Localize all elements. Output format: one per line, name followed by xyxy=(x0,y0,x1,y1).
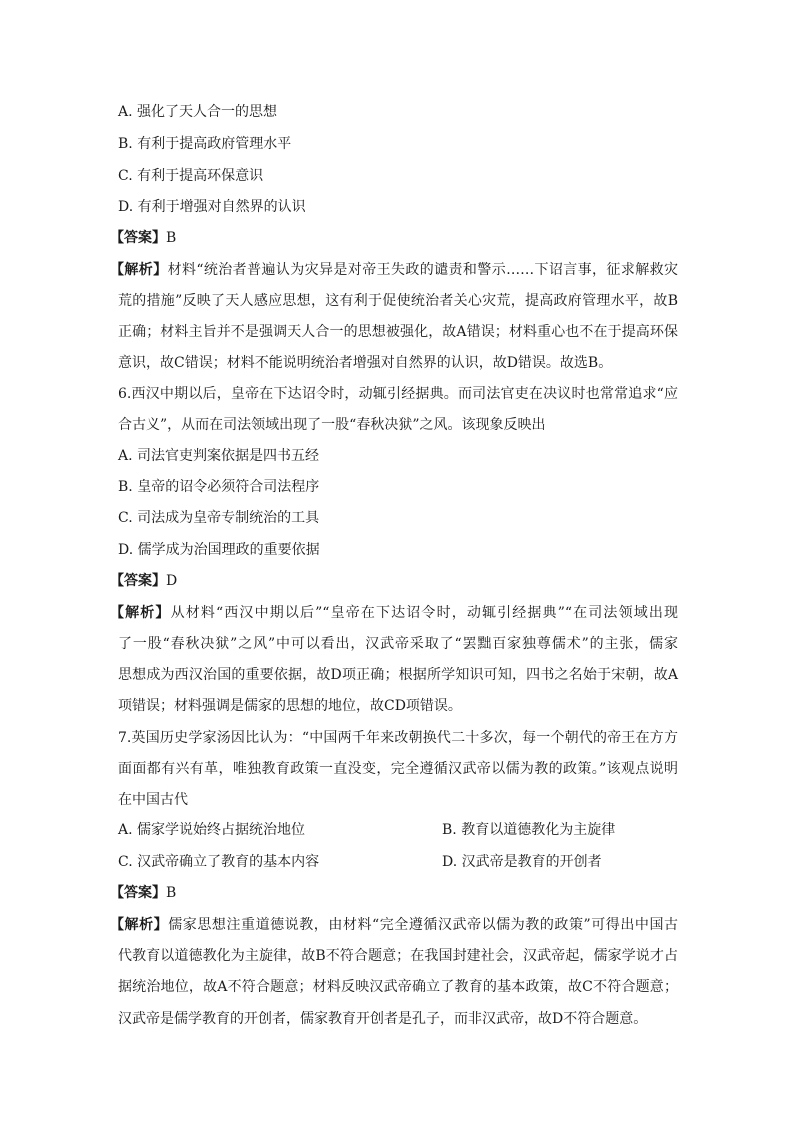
q7-stem-line-3: 在中国古代 xyxy=(118,792,188,808)
q7-analysis-line-2: 代教育以道德教化为主旋律，故B不符合题意；在我国封建社会，汉武帝起，儒家学说才占 xyxy=(118,948,678,964)
q5-analysis-line-1: 【解析】材料“统治者普遍认为灾异是对帝王失政的谴责和警示……下诏言事，征求解救灾 xyxy=(110,262,678,278)
q6-option-c: C. 司法成为皇帝专制统治的工具 xyxy=(118,510,320,526)
q7-analysis-line-1: 【解析】儒家思想注重道德说教，由材料“完全遵循汉武帝以儒为教的政策”可得出中国古 xyxy=(110,917,679,933)
q6-answer xyxy=(110,571,670,591)
q6-option-d: D. 儒学成为治国理政的重要依据 xyxy=(118,542,320,558)
q7-analysis-line-3: 据统治地位，故A不符合题意；材料反映汉武帝确立了教育的基本政策，故C不符合题意； xyxy=(118,979,678,995)
q5-analysis-line-2: 荒的措施”反映了天人感应思想，这有利于促使统治者关心灾荒，提高政府管理水平，故B xyxy=(118,293,678,309)
q7-option-b: B. 教育以道德教化为主旋律 xyxy=(442,822,616,838)
q5-analysis-line-4: 意识，故C错误；材料不能说明统治者增强对自然界的认识，故D错误。故选B。 xyxy=(118,355,613,371)
q5-option-a: A. 强化了天人合一的思想 xyxy=(118,104,278,120)
q7-analysis-line-4: 汉武帝是儒学教育的开创者，儒家教育开创者是孔子，而非汉武帝，故D不符合题意。 xyxy=(118,1011,648,1027)
q5-option-c: C. 有利于提高环保意识 xyxy=(118,168,264,184)
q7-answer-label: 【答案】 xyxy=(110,885,166,901)
q6-option-b: B. 皇帝的诏令必须符合司法程序 xyxy=(118,479,320,495)
q6-stem-line-1: 6.西汉中期以后，皇帝在下达诏令时，动辄引经据典。而司法官吏在决议时也常常追求“应 xyxy=(118,386,678,402)
q5-analysis-label: 【解析】 xyxy=(110,262,168,278)
q7-stem-line-1: 7.英国历史学家汤因比认为：“中国两千年来改朝换代二十多次，每一个朝代的帝王在方方 xyxy=(118,730,678,746)
q5-option-d: D. 有利于增强对自然界的认识 xyxy=(118,199,306,215)
q5-analysis-line-3: 正确；材料主旨并不是强调天人合一的思想被强化，故A错误；材料重心也不在于提高环保 xyxy=(118,324,678,340)
q5-answer-value: B xyxy=(166,230,177,246)
q6-answer-value: D xyxy=(166,573,178,589)
q7-answer-value: B xyxy=(166,885,177,901)
q7-option-c: C. 汉武帝确立了教育的基本内容 xyxy=(118,854,320,870)
q6-answer-label: 【答案】 xyxy=(110,573,166,589)
q6-analysis-line-2: 了一股“春秋决狱”之风”中可以看出，汉武帝采取了“罢黜百家独尊儒术”的主张，儒家 xyxy=(118,636,678,652)
q7-stem-line-2: 面面都有兴有革，唯独教育政策一直没变，完全遵循汉武帝以儒为教的政策。”该观点说明 xyxy=(118,761,678,777)
q6-analysis-line-3: 思想成为西汉治国的重要依据，故D项正确；根据所学知识可知，四书之名始于宋朝，故A xyxy=(118,667,678,683)
q6-stem-line-2: 合古义”，从而在司法领域出现了一股“春秋决狱”之风。该现象反映出 xyxy=(118,417,546,433)
q7-option-a: A. 儒家学说始终占据统治地位 xyxy=(118,822,306,838)
q7-analysis-label: 【解析】 xyxy=(110,917,169,933)
q6-analysis-line-1: 【解析】从材料“西汉中期以后”“皇帝在下达诏令时，动辄引经据典”“在司法领域出现 xyxy=(110,605,678,621)
q5-option-b: B. 有利于提高政府管理水平 xyxy=(118,136,292,152)
q6-analysis-label: 【解析】 xyxy=(110,605,171,621)
q7-answer xyxy=(110,883,670,903)
q6-analysis-line-4: 项错误；材料强调是儒家的思想的地位，故CD项错误。 xyxy=(118,698,462,714)
q5-answer xyxy=(110,228,670,248)
q6-option-a: A. 司法官吏判案依据是四书五经 xyxy=(118,448,320,464)
q5-answer-label: 【答案】 xyxy=(110,230,166,246)
q7-option-d: D. 汉武帝是教育的开创者 xyxy=(442,854,602,870)
